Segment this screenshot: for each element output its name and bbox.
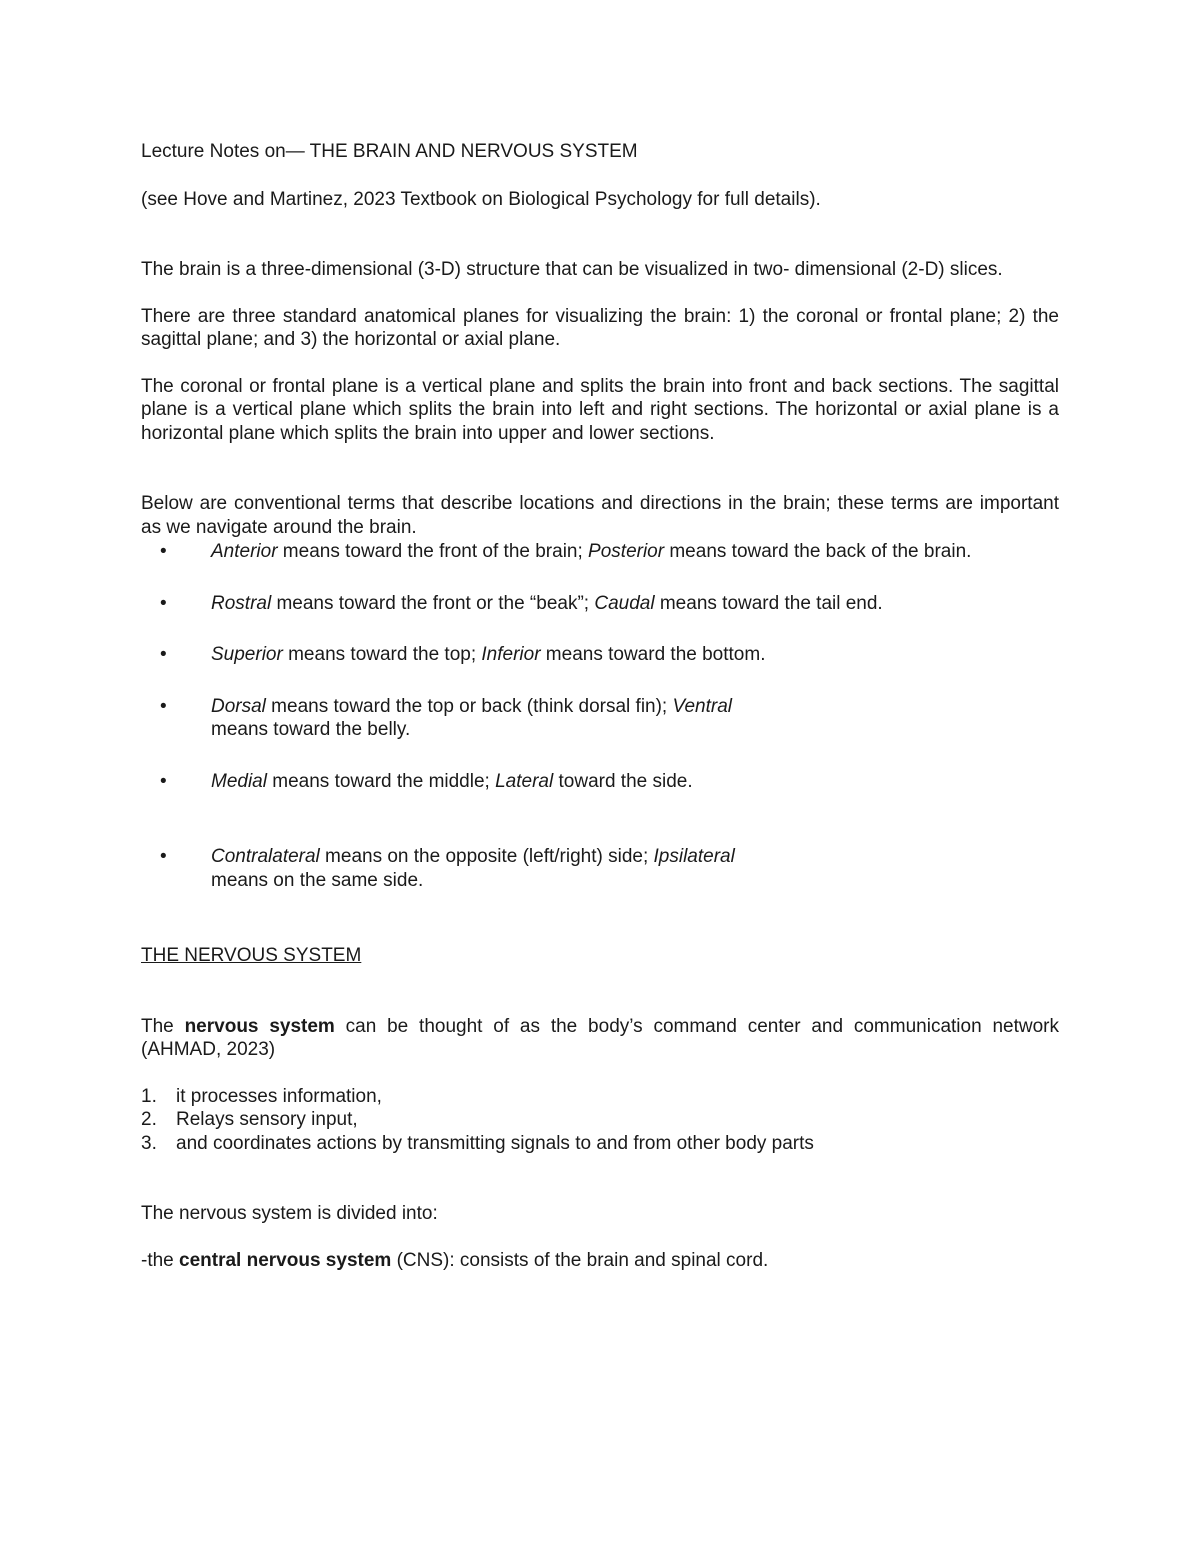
term-primary: Medial (211, 770, 267, 792)
term-secondary: Lateral (495, 770, 554, 792)
list-item-text: Relays sensory input, (176, 1109, 358, 1130)
term-primary: Contralateral (211, 846, 320, 867)
intro-text: The (141, 1015, 185, 1037)
term-primary: Rostral (211, 592, 272, 614)
term-primary: Anterior (211, 541, 278, 562)
bullet-icon: • (160, 846, 167, 867)
term-secondary: Ipsilateral (653, 846, 735, 867)
list-item (141, 845, 1059, 892)
document-title: Lecture Notes on— THE BRAIN AND NERVOUS SYSTEM (141, 141, 638, 162)
list-item-text: it processes information, (176, 1085, 382, 1107)
paragraph-divided-into: The nervous system is divided into: (141, 1203, 438, 1224)
list-item (141, 1108, 1059, 1132)
term-secondary: Posterior (588, 541, 665, 562)
document-page (141, 140, 1059, 1272)
term-description-end: means toward the tail end. (654, 592, 883, 614)
list-item (141, 1132, 1059, 1156)
list-number: 3. (141, 1132, 157, 1154)
list-item (141, 643, 1059, 667)
direction-terms-list (141, 540, 1059, 892)
list-item (141, 770, 1059, 794)
term-description: means toward the top; (282, 644, 482, 665)
bullet-icon: • (160, 644, 167, 665)
list-number: 1. (141, 1085, 157, 1107)
paragraph-nervous-system-intro (141, 1015, 1059, 1062)
list-item (141, 540, 1059, 564)
list-item (141, 695, 1059, 742)
cns-description: (CNS): consists of the brain and spinal cord. (391, 1249, 769, 1271)
term-description-end: means on the same side. (211, 869, 424, 891)
cns-prefix: -the (141, 1249, 180, 1271)
paragraph-terms-intro: Below are conventional terms that describe locations and directions in the brain; these terms are important as we navigate around the brain. (141, 493, 1059, 538)
bullet-icon: • (160, 541, 167, 562)
term-secondary: Caudal (594, 592, 655, 614)
list-number: 2. (141, 1109, 157, 1130)
cns-bold-term: central nervous system (179, 1249, 392, 1271)
intro-bold-term: nervous system (184, 1015, 335, 1037)
term-description-end: means toward the belly. (211, 719, 411, 740)
paragraph-planes: There are three standard anatomical planes for visualizing the brain: 1) the coronal or frontal plane; 2) the sagittal plane; and 3) the horizontal or axial plane. (141, 305, 1059, 350)
list-item (141, 592, 1059, 616)
term-description: means toward the front of the brain; (277, 541, 589, 562)
term-primary: Superior (211, 644, 283, 665)
list-item-text: and coordinates actions by transmitting signals to and from other body parts (176, 1132, 814, 1154)
term-description-end: means toward the bottom. (540, 644, 766, 665)
section-heading-nervous-system: THE NERVOUS SYSTEM (141, 945, 362, 966)
paragraph-plane-definitions: The coronal or frontal plane is a vertical plane and splits the brain into front and back sections. The sagittal plane is a vertical plane which splits the brain into left and right sections. The horizontal or axial plane is a horizontal plane which splits the brain into upper and lower sections. (141, 375, 1059, 444)
bullet-icon: • (160, 695, 167, 717)
term-description-end: means toward the back of the brain. (664, 541, 972, 562)
paragraph-brain-3d: The brain is a three-dimensional (3-D) structure that can be visualized in two- dimensional (2-D) slices. (141, 259, 1003, 280)
list-item (141, 1085, 1059, 1109)
bullet-icon: • (160, 770, 167, 792)
citation-note: (see Hove and Martinez, 2023 Textbook on Biological Psychology for full details). (141, 188, 821, 210)
term-description: means toward the top or back (think dorsal fin); (265, 695, 673, 717)
term-secondary: Ventral (672, 695, 732, 717)
term-description: means on the opposite (left/right) side; (319, 846, 654, 867)
paragraph-cns (141, 1249, 1059, 1273)
intro-text-rest: can be thought of as the body’s command center and communication network (AHMAD, 2023) (141, 1015, 1059, 1060)
term-description: means toward the front or the “beak”; (271, 592, 595, 614)
bullet-icon: • (160, 592, 167, 614)
term-primary: Dorsal (211, 695, 266, 717)
term-secondary: Inferior (481, 644, 541, 665)
term-description: means toward the middle; (266, 770, 496, 792)
nervous-system-functions-list (141, 1085, 1059, 1156)
term-description-end: toward the side. (553, 770, 693, 792)
